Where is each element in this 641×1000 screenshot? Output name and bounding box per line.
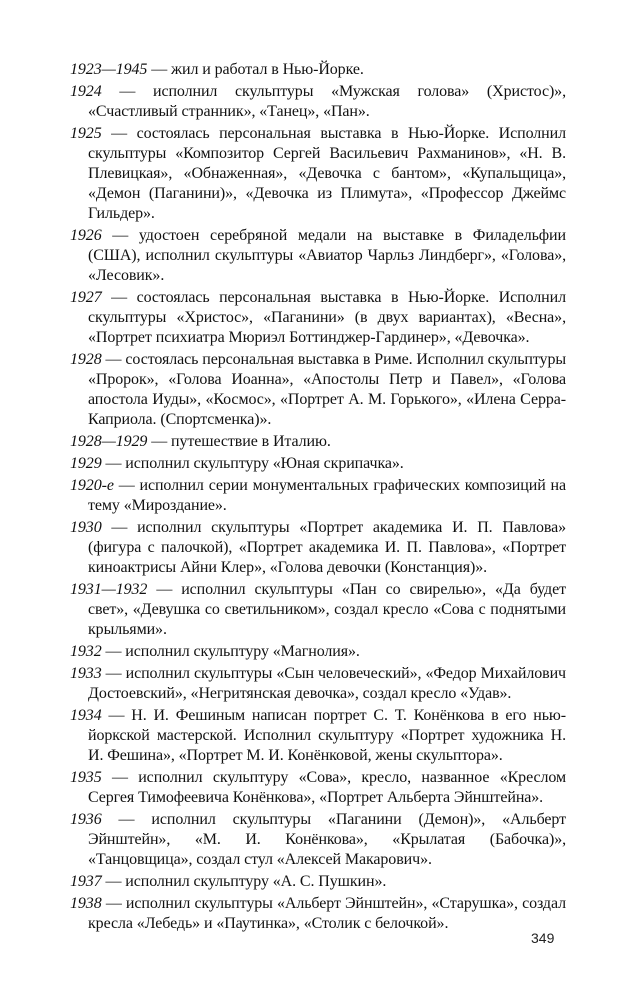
chronology-entry [70, 642, 566, 662]
entry-text: — удостоен серебряной медали на выставке в Филадельфии (США), исполнил скульптуры «Авиатор Чарльз Линдберг», «Голова», «Лесовик». [88, 227, 566, 284]
chronology-page [70, 60, 566, 936]
page-number: 349 [531, 930, 555, 946]
entry-year: 1928—1929 [70, 433, 148, 450]
chronology-entry [70, 810, 566, 870]
entry-text: — исполнил скульптуры «Портрет академика И. П. Павлова» (фигура с палочкой), «Портрет академика И. П. Павлова», «Портрет киноактрисы Айни Клер», «Голова девочки (Констанция)». [88, 519, 566, 576]
entry-year: 1935 [70, 769, 102, 786]
chronology-entry [70, 518, 566, 578]
entry-year: 1938 [70, 895, 102, 912]
chronology-entry [70, 124, 566, 224]
entry-year: 1924 [70, 83, 102, 100]
chronology-entry [70, 60, 566, 80]
entry-text: — состоялась персональная выставка в Нью-Йорке. Исполнил скульптуры «Композитор Сергей Васильевич Рахманинов», «Н. В. Плевицкая», «Обнаженная», «Девочка с бантом», «Купальщица», «Демон (Паганини)», «Девочка из Плимута», «Профессор Джеймс Гильдер». [88, 125, 566, 222]
entry-text: — исполнил скульптуры «Сын человеческий», «Федор Михайлович Достоевский», «Негритянская девочка», создал кресло «Удав». [88, 665, 566, 702]
entry-year: 1927 [70, 289, 102, 306]
entry-year: 1929 [70, 455, 102, 472]
chronology-entry [70, 454, 566, 474]
chronology-entry [70, 872, 566, 892]
entry-year: 1933 [70, 665, 102, 682]
chronology-entry [70, 476, 566, 516]
chronology-entry [70, 432, 566, 452]
chronology-entry [70, 580, 566, 640]
chronology-entry [70, 664, 566, 704]
chronology-entry [70, 82, 566, 122]
entry-text: — исполнил скульптуры «Альберт Эйнштейн», «Старушка», создал кресла «Лебедь» и «Паутинка», «Столик с белочкой». [88, 895, 566, 932]
entry-text: — состоялась персональная выставка в Риме. Исполнил скульптуры «Пророк», «Голова Иоанна», «Апостолы Петр и Павел», «Голова апостола Иуды», «Космос», «Портрет А. М. Горького», «Илена Серра-Каприола. (Спортсменка)». [88, 351, 566, 428]
entry-text: — исполнил скульптуру «Магнолия». [101, 643, 360, 660]
chronology-entry [70, 768, 566, 808]
entry-year: 1937 [70, 873, 102, 890]
entry-text: — исполнил скульптуры «Мужская голова» (Христос)», «Счастливый странник», «Танец», «Пан». [88, 83, 566, 120]
entry-year: 1932 [70, 643, 102, 660]
chronology-entry [70, 894, 566, 934]
entry-year: 1936 [70, 811, 102, 828]
entry-year: 1926 [70, 227, 102, 244]
entry-year: 1930 [70, 519, 102, 536]
entry-year: 1934 [70, 707, 102, 724]
chronology-entry [70, 288, 566, 348]
entry-text: — путешествие в Италию. [147, 433, 331, 450]
entry-text: — Н. И. Фешиным написан портрет С. Т. Конёнкова в его нью-йоркской мастерской. Исполнил скульптуру «Портрет художника Н. И. Фешина», «Портрет М. И. Конёнковой, жены скульптора». [88, 707, 566, 764]
chronology-entry [70, 706, 566, 766]
entry-text: — исполнил скульптуру «Сова», кресло, названное «Креслом Сергея Тимофеевича Конёнкова», «Портрет Альберта Эйнштейна». [88, 769, 566, 806]
chronology-entry [70, 226, 566, 286]
entry-year: 1928 [70, 351, 102, 368]
entry-year: 1923—1945 [70, 61, 148, 78]
entry-text: — исполнил скульптуру «А. С. Пушкин». [101, 873, 387, 890]
chronology-entry [70, 350, 566, 430]
entry-text: — состоялась персональная выставка в Нью-Йорке. Исполнил скульптуры «Христос», «Паганини» (в двух вариантах), «Весна», «Портрет психиатра Мюриэл Боттинджер-Гардинер», «Девочка». [88, 289, 566, 346]
entry-text: — исполнил серии монументальных графических композиций на тему «Мироздание». [88, 477, 566, 514]
entry-year: 1931—1932 [70, 581, 148, 598]
entry-year: 1925 [70, 125, 102, 142]
entry-text: — жил и работал в Нью-Йорке. [147, 61, 364, 78]
entry-text: — исполнил скульптуры «Паганини (Демон)», «Альберт Эйнштейн», «М. И. Конёнкова», «Крылатая (Бабочка)», «Танцовщица», создал стул «Алексей Макарович». [88, 811, 566, 868]
entry-text: — исполнил скульптуру «Юная скрипачка». [101, 455, 404, 472]
entry-text: — исполнил скульптуры «Пан со свирелью», «Да будет свет», «Девушка со светильником», создал кресло «Сова с поднятыми крыльями». [88, 581, 566, 638]
entry-year: 1920-е [70, 477, 114, 494]
